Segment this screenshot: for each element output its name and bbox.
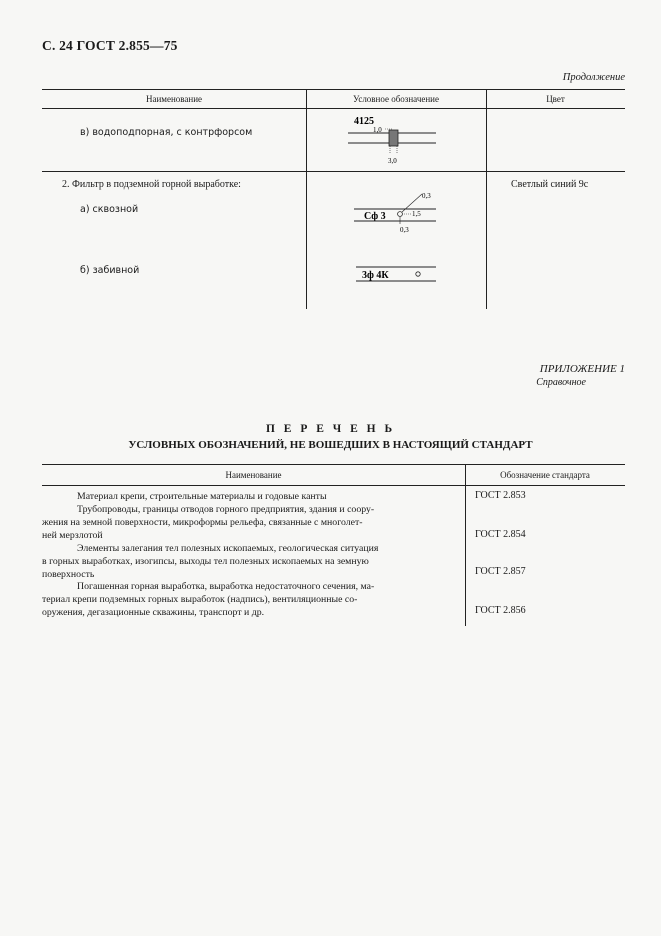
table2-row-3-line-1: Элементы залегания тел полезных ископаемых, геологическая ситуация bbox=[77, 543, 379, 554]
table1-col-color: Цвет bbox=[546, 94, 565, 104]
table2-row-2-line-1: Трубопроводы, границы отводов горного предприятия, здания и соору- bbox=[77, 504, 375, 515]
row-filter-name: 2. Фильтр в подземной горной выработке: bbox=[62, 179, 241, 190]
symbol-label-1-5: 1,5 bbox=[412, 210, 421, 218]
symbol-label-3-0: 3,0 bbox=[388, 157, 397, 165]
appendix-label: ПРИЛОЖЕНИЕ 1 bbox=[539, 363, 625, 375]
list-subtitle: УСЛОВНЫХ ОБОЗНАЧЕНИЙ, НЕ ВОШЕДШИХ В НАСТОЯЩИЙ СТАНДАРТ bbox=[128, 439, 533, 451]
table1-top-rule bbox=[42, 89, 625, 90]
table2-row-2-line-3: ней мерзлотой bbox=[42, 530, 103, 541]
symbol-label-0-3-top: 0,3 bbox=[422, 192, 431, 200]
table2-col-gost: Обозначение стандарта bbox=[500, 470, 590, 480]
table2-col-name: Наименование bbox=[225, 470, 282, 480]
table1-col-symbol: Условное обозначение bbox=[353, 94, 439, 104]
table2-row-4-line-1: Погашенная горная выработка, выработка недостаточного сечения, ма- bbox=[77, 581, 375, 592]
symbol-label-0-3-bottom: 0,3 bbox=[400, 226, 409, 234]
dam-buttress-symbol bbox=[340, 112, 450, 168]
table1-col-name: Наименование bbox=[145, 94, 203, 104]
row-filter-through-name: а) сквозной bbox=[80, 204, 139, 215]
table2-col-divider bbox=[465, 464, 466, 626]
continuation-label: Продолжение bbox=[562, 72, 625, 83]
symbol-label-3f4k: 3ф 4К bbox=[362, 270, 389, 281]
table1-header-rule bbox=[42, 108, 625, 109]
row-dam-buttress-name: в) водоподпорная, с контрфорсом bbox=[80, 127, 253, 138]
table1-col-divider-1 bbox=[306, 89, 307, 309]
filter-driven-symbol bbox=[352, 262, 442, 286]
table2-row-3-gost: ГОСТ 2.857 bbox=[475, 566, 526, 577]
table2-row-3-line-3: поверхность bbox=[42, 569, 95, 580]
appendix-sublabel: Справочное bbox=[536, 377, 586, 388]
filter-through-symbol bbox=[350, 186, 450, 236]
table2-row-2-gost: ГОСТ 2.854 bbox=[475, 529, 526, 540]
table1-row-rule bbox=[42, 171, 625, 172]
symbol-label-4125: 4125 bbox=[354, 116, 374, 127]
table2-row-4-line-3: оружения, дегазационные скважины, транспорт и др. bbox=[42, 607, 265, 618]
table2-row-1-gost: ГОСТ 2.853 bbox=[475, 490, 526, 501]
row-filter-color: Светлый синий 9с bbox=[511, 179, 589, 190]
table2-row-4-line-2: териал крепи подземных горных выработок (надпись), вентиляционные со- bbox=[42, 594, 358, 605]
page-header: С. 24 ГОСТ 2.855—75 bbox=[42, 38, 178, 53]
list-title: П Е Р Е Ч Е Н Ь bbox=[265, 423, 396, 435]
row-filter-driven-name: б) забивной bbox=[80, 265, 140, 276]
table2-header-rule bbox=[42, 485, 625, 486]
table2-row-3-line-2: в горных выработках, изогипсы, выходы тел полезных ископаемых на земную bbox=[42, 556, 369, 567]
symbol-label-1-0: 1,0 bbox=[373, 126, 382, 134]
table2-row-4-gost: ГОСТ 2.856 bbox=[475, 605, 526, 616]
table2-row-2-line-2: жения на земной поверхности, микроформы рельефа, связанные с многолет- bbox=[42, 517, 363, 528]
table1-col-divider-2 bbox=[486, 89, 487, 309]
table2-row-1-line-1: Материал крепи, строительные материалы и годовые канты bbox=[77, 491, 327, 502]
table2-top-rule bbox=[42, 464, 625, 465]
symbol-label-sf3: Сф 3 bbox=[364, 211, 386, 222]
